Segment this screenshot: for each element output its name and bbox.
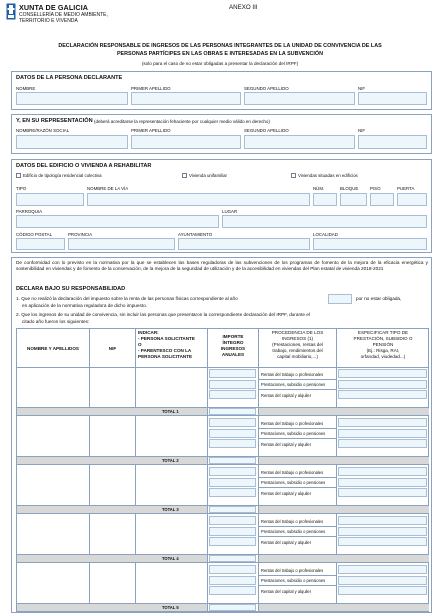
nif-field[interactable] (91, 369, 133, 406)
representacion-apellido2-field[interactable] (244, 135, 355, 149)
item2-text-b: citado año fueron los siguientes: (22, 319, 90, 324)
num-field[interactable] (313, 193, 337, 206)
representacion-label-nif: NIF (358, 128, 366, 133)
org-name: XUNTA DE GALICIA (19, 3, 89, 12)
document-subtitle: (solo para el caso de no estar obligadas a presentar la declaración del IRPF) (141, 61, 299, 66)
total-field[interactable] (209, 506, 256, 513)
label-num: NÚM. (313, 186, 325, 191)
th-indicar-2: - PERSONA SOLICITANTE (138, 336, 195, 341)
especificar-field[interactable] (338, 369, 427, 378)
declarante-apellido1-field[interactable] (131, 92, 241, 105)
th-indicar-4: - PARENTESCO CON LA (138, 348, 192, 353)
especificar-field[interactable] (338, 537, 427, 546)
total-field[interactable] (209, 555, 256, 562)
nombre-field[interactable] (18, 565, 87, 602)
col-sep (336, 328, 337, 613)
th-indicar-3: O (138, 342, 142, 347)
label-cp: CÓDIGO POSTAL (16, 232, 53, 237)
nif-field[interactable] (91, 516, 133, 553)
indicar-field[interactable] (137, 565, 205, 602)
representacion-title: Y, EN SU REPRESENTACIÓN (16, 118, 93, 124)
representacion-label-apellido1: PRIMER APELLIDO (131, 128, 171, 133)
parroquia-field[interactable] (16, 215, 219, 228)
income-type-label: Prestaciones, subsidio o pensiones (261, 382, 326, 387)
th-proc-3: (Prestaciones, rentas del (272, 342, 323, 347)
item1-text-c: en aplicación de la normativa reguladora de dicho impuesto. (22, 303, 148, 308)
total-row-right (259, 505, 429, 513)
dept-line-2: TERRITORIO E VIVENDA (19, 18, 78, 24)
nombre-field[interactable] (18, 516, 87, 553)
declarante-apellido2-field[interactable] (244, 92, 355, 105)
income-type-label: Rentas del trabajo o profesionales (261, 371, 324, 377)
cp-field[interactable] (16, 238, 65, 250)
label-bloque: BLOQUE (340, 186, 359, 191)
income-type-label: Rentas del capital y alquiler (261, 588, 312, 594)
especificar-field[interactable] (338, 418, 427, 427)
total-row-right (259, 554, 429, 562)
declarante-nombre-field[interactable] (16, 92, 128, 105)
label-parroquia: PARROQUIA (16, 209, 43, 214)
option-edificio-colectivo-label: Edificio de tipología residencial colectiva (23, 173, 102, 178)
item1-text-a: 1. Que no realizó la declaración del impuesto sobre la renta de las personas físicas correspondiente al año (16, 296, 238, 301)
indicar-field[interactable] (137, 418, 205, 455)
block-line (16, 407, 429, 408)
block-line (16, 415, 429, 416)
option-viviendas-edificios-checkbox[interactable] (291, 173, 296, 178)
th-esp-5: orfandad, viudedad...) (360, 354, 406, 359)
th-nombre: NOMBRE Y APELLIDOS (27, 346, 79, 351)
label-localidad: LOCALIDAD (313, 232, 338, 237)
importe-field[interactable] (209, 439, 256, 448)
importe-field[interactable] (209, 488, 256, 497)
representacion-nif-field[interactable] (358, 135, 427, 149)
income-type-label: Rentas del trabajo o profesionales (261, 567, 324, 573)
especificar-field[interactable] (338, 576, 427, 585)
th-importe-4: ANUALES (221, 352, 245, 357)
th-indicar-1: INDICAR: (138, 330, 159, 335)
block-line (16, 456, 429, 457)
representacion-label-apellido2: SEGUNDO APELLIDO (244, 128, 289, 133)
label-provincia: PROVINCIA (68, 232, 93, 237)
block-line (16, 554, 429, 555)
representacion-label-nombre: NOMBRE/RAZÓN SOCIAL (16, 128, 70, 133)
option-viviendas-edificios-label: Viviendas situadas en edificios (298, 173, 358, 178)
income-type-label: Prestaciones, subsidio o pensiones (261, 431, 326, 436)
th-esp-4: (Ej.: Risga, RAI, (366, 348, 400, 353)
sub-row-line (258, 477, 336, 478)
especificar-field[interactable] (338, 467, 427, 476)
income-type-label: Rentas del capital y alquiler (261, 392, 312, 398)
especificar-field[interactable] (338, 488, 427, 497)
th-esp-2: PRESTACIÓN, SUBSIDIO O (353, 336, 413, 341)
total-label: TOTAL 5 (162, 604, 179, 610)
col-sep (258, 328, 259, 613)
declarante-label-nombre: NOMBRE (16, 86, 36, 91)
representacion-nombre-field[interactable] (16, 135, 128, 149)
income-type-label: Rentas del capital y alquiler (261, 441, 312, 447)
document-title-2: PERSONAS PARTÍCIPES EN LAS OBRAS E INTERESADAS EN LA SUBVENCIÓN (116, 51, 324, 57)
label-lugar: LUGAR (222, 209, 238, 214)
th-importe-1: IMPORTE (222, 334, 244, 339)
sub-row-line (258, 428, 336, 429)
importe-field[interactable] (209, 537, 256, 546)
sub-row-line (258, 575, 336, 576)
income-type-label: Prestaciones, subsidio o pensiones (261, 529, 326, 534)
income-type-label: Prestaciones, subsidio o pensiones (261, 480, 326, 485)
income-type-label: Rentas del trabajo o profesionales (261, 518, 324, 524)
especificar-field[interactable] (338, 586, 427, 595)
income-type-label: Prestaciones, subsidio o pensiones (261, 578, 326, 583)
provincia-field[interactable] (68, 238, 175, 250)
importe-field[interactable] (209, 467, 256, 476)
th-nif: NIF (108, 346, 117, 351)
importe-field[interactable] (209, 586, 256, 595)
via-field[interactable] (87, 193, 310, 206)
total-label: TOTAL 4 (162, 555, 179, 561)
total-label: TOTAL 3 (162, 506, 179, 512)
block-line (16, 562, 429, 563)
especificar-field[interactable] (338, 516, 427, 525)
importe-field[interactable] (209, 369, 256, 378)
importe-field[interactable] (209, 516, 256, 525)
declaracion-intro: De conformidad con lo previsto en la normativa por la que se establecen las bases reguladoras de las subvenciones de los programas de fomento de la mejora de la eficacia energética y sostenibilidad en viviendas y de fomento de la conservación, de la mejora de la seguridad de utilización y de la accesibilidad en viviendas del Plan estatal de vivienda 2018-2021 (16, 260, 428, 271)
declarante-label-apellido1: PRIMER APELLIDO (131, 86, 171, 91)
income-type-label: Rentas del trabajo o profesionales (261, 469, 324, 475)
income-type-label: Rentas del trabajo o profesionales (261, 420, 324, 426)
declarante-label-apellido2: SEGUNDO APELLIDO (244, 86, 289, 91)
nif-field[interactable] (91, 418, 133, 455)
sub-row-line (258, 487, 336, 488)
block-line (16, 603, 429, 604)
localidad-field[interactable] (313, 238, 427, 250)
income-type-label: Rentas del capital y alquiler (261, 490, 312, 496)
option-edificio-colectivo-checkbox[interactable] (16, 173, 21, 178)
indicar-field[interactable] (137, 467, 205, 504)
total-field[interactable] (209, 408, 256, 415)
declara-heading: DECLARA BAJO SU RESPONSABILIDAD (16, 286, 126, 292)
label-ayuntamiento: AYUNTAMIENTO (178, 232, 213, 237)
dept-line-1: CONSELLERÍA DE MEDIO AMBIENTE, (19, 12, 108, 18)
option-vivienda-unifamiliar-checkbox[interactable] (182, 173, 187, 178)
total-row-right (259, 407, 429, 415)
document-title-1: DECLARACIÓN RESPONSABLE DE INGRESOS DE LAS PERSONAS INTEGRANTES DE LA UNIDAD DE CONVIVENCIA DE LAS (58, 43, 382, 49)
total-row-right (259, 456, 429, 464)
annex-label: ANEXO III (229, 4, 258, 11)
importe-field[interactable] (209, 390, 256, 399)
importe-field[interactable] (209, 429, 256, 438)
header-bottom-line (16, 367, 429, 368)
declarante-nif-field[interactable] (358, 92, 427, 105)
representacion-note: (deberá acreditarse la representación fehaciente por cualquier medio válido en derecho) (94, 119, 270, 124)
total-field[interactable] (209, 604, 256, 611)
sub-row-line (258, 379, 336, 380)
nombre-field[interactable] (18, 467, 87, 504)
block-line (16, 611, 429, 612)
especificar-field[interactable] (338, 565, 427, 574)
especificar-field[interactable] (338, 439, 427, 448)
income-type-label: Rentas del capital y alquiler (261, 539, 312, 545)
sub-row-line (258, 438, 336, 439)
th-esp-3: PENSIÓN (372, 342, 394, 347)
block-line (16, 513, 429, 514)
importe-field[interactable] (209, 565, 256, 574)
item2-text-a: 2. Que los ingresos de su unidad de convivencia, sin incluir las personas que presentaron la correspondiente declaración del IRPF, durante el (16, 312, 310, 317)
puerta-field[interactable] (397, 193, 427, 206)
label-via: NOMBRE DE LA VÍA (87, 186, 129, 191)
th-proc-4: trabajo, rendimientos del (272, 348, 323, 353)
sub-row-line (258, 389, 336, 390)
especificar-field[interactable] (338, 478, 427, 487)
col-sep (135, 328, 136, 613)
total-label: TOTAL 1 (162, 408, 179, 414)
block-line (16, 464, 429, 465)
importe-field[interactable] (209, 418, 256, 427)
sub-row-line (258, 585, 336, 586)
th-indicar-5: PERSONA SOLICITANTE (138, 354, 193, 359)
th-proc-2: INGRESOS (1) (281, 336, 314, 341)
total-field[interactable] (209, 457, 256, 464)
item1-text-b: por no estar obligada, (356, 296, 402, 301)
col-sep (89, 328, 90, 613)
tipo-field[interactable] (16, 193, 84, 206)
label-tipo: TIPO (16, 186, 27, 191)
importe-field[interactable] (209, 576, 256, 585)
block-line (16, 505, 429, 506)
piso-field[interactable] (370, 193, 394, 206)
indicar-field[interactable] (137, 516, 205, 553)
especificar-field[interactable] (338, 390, 427, 399)
total-row-right (259, 603, 429, 611)
nombre-field[interactable] (18, 418, 87, 455)
importe-field[interactable] (209, 380, 256, 389)
th-esp-1: ESPECIFICAR TIPO DE (357, 330, 409, 335)
col-sep (207, 328, 208, 613)
declarante-label-nif: NIF (358, 86, 366, 91)
th-proc-5: capital mobiliario,...) (277, 354, 318, 359)
importe-field[interactable] (209, 527, 256, 536)
sub-row-line (258, 536, 336, 537)
nif-field[interactable] (91, 467, 133, 504)
indicar-field[interactable] (137, 369, 205, 406)
ayuntamiento-field[interactable] (178, 238, 310, 250)
year-field[interactable] (328, 294, 352, 304)
total-label: TOTAL 2 (162, 457, 179, 463)
nif-field[interactable] (91, 565, 133, 602)
label-puerta: PUERTA (397, 186, 415, 191)
xunta-logo-icon (6, 3, 16, 20)
especificar-field[interactable] (338, 429, 427, 438)
lugar-field[interactable] (222, 215, 427, 228)
especificar-field[interactable] (338, 380, 427, 389)
option-vivienda-unifamiliar-label: Vivienda unifamiliar (189, 173, 227, 178)
importe-field[interactable] (209, 478, 256, 487)
label-piso: PISO (370, 186, 381, 191)
declarante-title: DATOS DE LA PERSONA DECLARANTE (16, 75, 123, 81)
bloque-field[interactable] (340, 193, 367, 206)
th-proc-1: PROCEDENCIA DE LOS (271, 330, 324, 335)
nombre-field[interactable] (18, 369, 87, 406)
sub-row-line (258, 526, 336, 527)
especificar-field[interactable] (338, 527, 427, 536)
th-importe-2: ÍNTEGRO (222, 340, 244, 345)
edificio-title: DATOS DEL EDIFICIO O VIVIENDA A REHABILITAR (16, 163, 152, 169)
th-importe-3: INGRESOS (220, 346, 246, 351)
representacion-apellido1-field[interactable] (131, 135, 241, 149)
